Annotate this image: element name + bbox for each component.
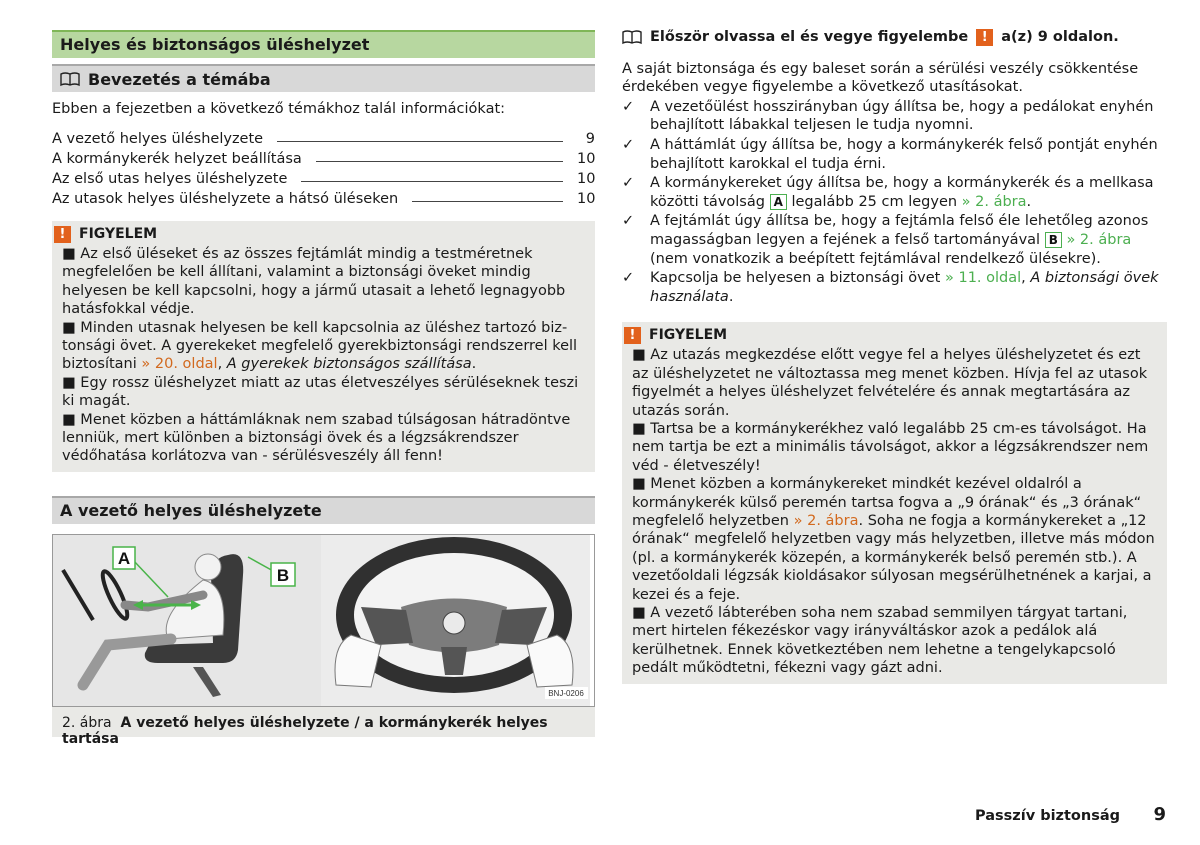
checklist-text-part: legalább 25 cm legyen [791,193,958,210]
page-link[interactable]: » 20. oldal [141,356,218,373]
toc-leader [412,201,563,202]
caption-number: 2. ábra [62,714,112,731]
toc-page: 9 [585,131,595,147]
toc-title: A kormánykerék helyzet beállítása [52,151,302,167]
check-icon: ✓ [622,175,635,192]
checklist-item [622,212,1167,268]
warning-body [622,345,1167,677]
page-link[interactable]: » 11. oldal [944,270,1022,287]
checklist-text-part: A fejtámlát úgy állítsa be, hogy a fejtámla felső éle lehetőleg azonos magasságban legyen a fejének a felső tartományával [650,213,1149,248]
warning-bullet [62,319,585,374]
warning-title: FIGYELEM [649,327,728,344]
warning-icon: ! [976,29,993,46]
footer-chapter: Passzív biztonság [975,808,1120,824]
checklist-item [622,136,1167,173]
toc-page: 10 [577,191,596,207]
warning-box-1 [52,221,595,472]
warning-header [52,224,595,244]
warning-text: ■ Minden utasnak helyesen be kell kapcsolnia az üléshez tartozó biztonsági övet. A gyerekeket megfelelő gyerekbiztonsági rendszerrel kell biztosítani [62,319,578,373]
wheel-drawing [321,535,590,706]
intro-header [52,64,595,92]
checklist-text [650,269,1167,306]
figure-link[interactable]: » 2. ábra [1066,231,1132,248]
book-icon [622,30,642,45]
right-column [622,26,1167,684]
toc [52,127,595,207]
checklist-italic: A biztonsági övek használata [650,270,1159,305]
read-first-page: a(z) 9 oldalon. [1001,29,1119,45]
warning-text: . [471,356,477,373]
checklist-text [650,212,1167,268]
warning-bullet: ■ Egy rossz üléshelyzet miatt az utas életveszélyes sérüléseknek teszi ki magát. [62,374,579,410]
check-icon: ✓ [622,98,635,115]
toc-row[interactable] [52,187,595,207]
warning-title: FIGYELEM [79,226,158,242]
checklist-text: A háttámlát úgy állítsa be, hogy a kormánykerék felső pontját enyhén behajlított karokkal el tudja érni. [650,137,1158,172]
figure-caption [52,707,595,747]
warning-bullet [632,475,1157,604]
warning-italic: A gyerekek biztonságos szállítása [226,356,472,373]
check-icon: ✓ [622,270,635,287]
left-column [52,30,596,747]
checklist-text-part: . [1026,193,1032,210]
figure-ref-box: B [1045,232,1062,248]
intro-text: Ebben a fejezetben a következő témákhoz talál információkat: [52,101,506,117]
subsection-title-label: A vezető helyes üléshelyzete [60,501,322,521]
caption-text: A vezető helyes üléshelyzete / a kormánykerék helyes tartása [62,714,548,747]
figure [52,534,595,707]
seat-drawing [53,535,321,706]
section-title: Helyes és biztonságos üléshelyzet [52,30,595,58]
toc-title: A vezető helyes üléshelyzete [52,131,264,147]
figure-link[interactable]: » 2. ábra [793,513,859,529]
steering-wheel-illustration [321,535,590,706]
warning-text: . Soha ne fogja a kormánykereket a „12 órának“ megfelelő helyzetben vagy más helyzetben, illetve más módon (pl. a kormánykerék közepén, a kormánykerék belső peremén stb.). A vezetőoldali légzsák kioldásakor súlyosan megsérülhetnének a karjai, a kezei és a feje. [632,513,1155,603]
toc-row[interactable] [52,147,595,167]
toc-leader [301,181,563,182]
toc-leader [316,161,563,162]
toc-row[interactable] [52,167,595,187]
page-number: 9 [1153,804,1166,825]
toc-page: 10 [577,151,596,167]
warning-box-2 [622,322,1167,683]
warning-header [622,325,1167,345]
toc-title: Az első utas helyes üléshelyzete [52,171,288,187]
checklist-text-part: Kapcsolja be helyesen a biztonsági övet [650,270,941,287]
warning-icon: ! [624,327,641,344]
checklist-text-part: , [1021,270,1026,287]
read-first-text: Először olvassa el és vegye figyelembe [650,29,969,45]
warning-text: , [217,356,227,373]
read-first-note [622,26,1167,48]
intro-header-label: Bevezetés a témába [88,69,271,89]
toc-page: 10 [577,171,596,187]
checklist-item [622,269,1167,306]
figure-label-a: A [117,548,131,568]
checklist-text-part: (nem vonatkozik a beépített fejtámlával rendelkező ülésekre). [650,250,1101,267]
checklist-text-part: . [728,288,734,305]
seat-illustration [53,535,321,706]
warning-bullet: ■ A vezető lábterében soha nem szabad semmilyen tárgyat tartani, mert hirtelen fékezéskor vagy irányváltáskor azok a pedálok alá kerülhetnek. Ennek következtében nem lehetne a tengelykapcsoló pedált működtetni, fékezni vagy gázt adni. [632,605,1128,677]
warning-icon: ! [54,226,71,243]
warning-bullet: ■ Az utazás megkezdése előtt vegye fel a helyes üléshelyzetet és ezt az üléshelyzetet ne változtassa meg menet közben. Hívja fel az utasok figyelmét a helyes üléshelyzet felvételére és annak megtartására az utazás során. [632,347,1148,419]
instructions-intro: A saját biztonsága és egy baleset során a sérülési veszély csökkentése érdekében vegye figyelembe a következő utasításokat. [622,61,1139,96]
toc-title: Az utasok helyes üléshelyzete a hátsó üléseken [52,191,399,207]
figure-ref-box: A [770,194,787,210]
warning-bullet: ■ Menet közben a háttámláknak nem szabad túlságosan hátradöntve lenniük, mert különben a biztonsági övek és a légzsákrendszer védőhatása korlátozva van - sérülésveszély áll fenn! [62,411,571,465]
figure-label-b: B [276,565,290,585]
book-icon [60,72,80,87]
warning-body [52,244,595,466]
checklist-item [622,174,1167,211]
toc-row[interactable] [52,127,595,147]
figure-link[interactable]: » 2. ábra [961,193,1027,210]
warning-bullet: ■ Az első üléseket és az összes fejtámlát mindig a testméretnek megfelelően be kell állítani, valamint a biztonsági öveket mindig helyesen be kell kapcsolni, hogy a jármű utasait a lehető legnagyobb hatásfokkal védje. [62,246,566,318]
subsection-title [52,496,595,524]
check-icon: ✓ [622,137,635,153]
checklist-text: A vezetőülést hosszirányban úgy állítsa be, hogy a pedálokat enyhén behajlított lábakkal teljesen le tudja nyomni. [650,98,1154,134]
checklist-text [650,174,1167,211]
warning-text: ■ Menet közben a kormánykereket mindkét kezével oldalról a kormánykerék külső peremén tartsa fogva a „9 órának“ és „3 órának“ megfelelő helyzetben [632,476,1142,529]
checklist-text-part: A kormánykereket úgy állítsa be, hogy a kormánykerék és a mellkasa közötti távolság [650,175,1154,210]
figure-code: BNJ-0206 [548,688,584,698]
toc-leader [277,141,563,142]
checklist-item [622,98,1167,135]
check-icon: ✓ [622,213,635,230]
warning-bullet: ■ Tartsa be a kormánykerékhez való legalább 25 cm-es távolságot. Ha nem tartja be ezt a minimális távolságot, akkor a légzsákrendszer nem véd - életveszély! [632,420,1149,474]
